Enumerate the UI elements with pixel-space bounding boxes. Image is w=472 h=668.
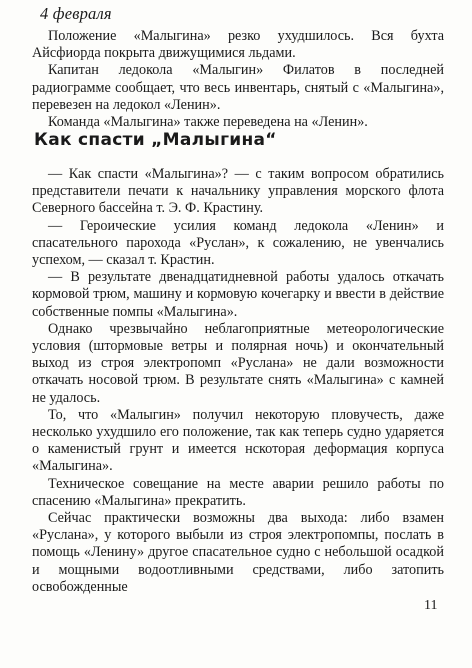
paragraph: Положение «Малыгина» резко ухудшилось. Вся бухта Айсфиорда покрыта движущимися льдами. [32, 28, 444, 62]
article-body [32, 166, 444, 596]
page-number: 11 [424, 598, 438, 613]
paragraph: — В результате двенадцатидневной работы удалось откачать кормовой трюм, машину и кормовую кочегарку и ввести в действие собственные помпы «Малыгина». [32, 269, 444, 320]
paragraph: — Героические усилия команд ледокола «Ленин» и спасательного парохода «Руслан», к сожалению, не увенчались успехом, — сказал т. Крастин. [32, 217, 444, 269]
paragraph: — Как спасти «Малыгина»? — с таким вопросом обратились представители печати к начальнику управления морского флота Северного бассейна т. Э. Ф. Крастину. [32, 166, 444, 217]
paragraph: Техническое совещание на месте аварии решило работы по спасению «Малыгина» прекратить. [32, 475, 444, 509]
paragraph: Команда «Малыгина» также переведена на «Ленин». [48, 114, 368, 131]
section-heading: Как спасти „Малыгина“ [34, 130, 277, 150]
intro-section [32, 28, 444, 131]
paragraph: Сейчас практически возможны два выхода: либо взамен «Руслана», у которого выбыли из строя электропомпы, послать в помощь «Ленину» другое спасательное судно с небольшой осадкой и мощными водоотливными средствами, либо затопить освобожденные [32, 510, 444, 595]
paragraph: Капитан ледокола «Малыгин» Филатов в последней радиограмме сообщает, что весь инвентарь, снятый с «Малыгина», перевезен на ледокол «Ленин». [32, 62, 444, 113]
date-header: 4 февраля [40, 4, 112, 23]
paragraph: То, что «Малыгин» получил некоторую пловучесть, даже несколько ухудшило его положение, так как теперь судно ударяется о каменистый грунт и имеется нскоторая деформация корпуса «Малыгина». [32, 406, 444, 475]
paragraph: Однако чрезвычайно неблагоприятные метеорологические условия (штормовые ветры и полярная ночь) и окончательный выход из строя электропомп «Руслана» не дали возможности откачать носовой трюм. В результате снять «Малыгина» с камней не удалось. [32, 320, 444, 406]
